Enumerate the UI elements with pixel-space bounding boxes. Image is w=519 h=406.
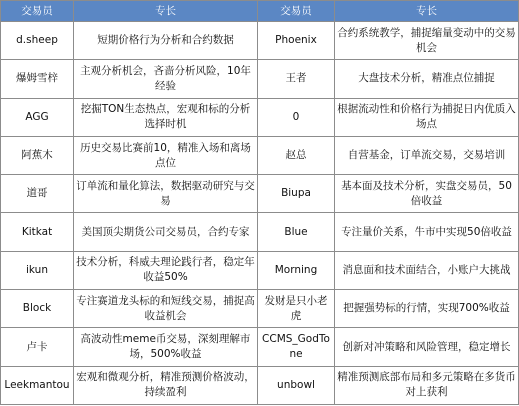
trader-name-left: 卢卡 bbox=[1, 328, 74, 366]
trader-specialty-left: 短期价格行为分析和合约数据 bbox=[74, 22, 258, 60]
trader-specialty-right: 合约系统教学，捕捉缩量变动中的交易机会 bbox=[335, 22, 519, 60]
trader-specialty-right: 自营基金，订单流交易，交易培训 bbox=[335, 136, 519, 174]
header-specialty-left: 专长 bbox=[74, 1, 258, 22]
trader-specialty-left: 高波动性meme币交易，深刻理解市场，500%收益 bbox=[74, 328, 258, 366]
trader-specialty-right: 大盘技术分析，精准点位捕捉 bbox=[335, 60, 519, 98]
trader-name-left: 爆姆雪梓 bbox=[1, 60, 74, 98]
trader-name-right: CCMS_GodTone bbox=[258, 328, 335, 366]
trader-name-left: Kitkat bbox=[1, 213, 74, 251]
table-row bbox=[1, 290, 519, 328]
trader-specialty-right: 基本面及技术分析，实盘交易员，50倍收益 bbox=[335, 175, 519, 213]
trader-specialty-right: 专注量价关系，牛市中实现50倍收益 bbox=[335, 213, 519, 251]
table-row bbox=[1, 328, 519, 366]
trader-specialty-left: 专注赛道龙头标的和短线交易，捕捉高收益机会 bbox=[74, 290, 258, 328]
header-specialty-right: 专长 bbox=[335, 1, 519, 22]
trader-specialty-right: 根据流动性和价格行为捕捉日内优质入场点 bbox=[335, 98, 519, 136]
trader-name-right: 0 bbox=[258, 98, 335, 136]
trader-name-right: 赵总 bbox=[258, 136, 335, 174]
trader-specialty-left: 历史交易比赛前10，精准入场和离场点位 bbox=[74, 136, 258, 174]
trader-specialty-left: 宏观和微观分析，精准预测价格波动，持续盈利 bbox=[74, 366, 258, 404]
trader-specialty-left: 挖掘TON生态热点，宏观和标的分析选择时机 bbox=[74, 98, 258, 136]
trader-name-right: 发财是只小老虎 bbox=[258, 290, 335, 328]
trader-name-right: Biupa bbox=[258, 175, 335, 213]
table-row bbox=[1, 98, 519, 136]
trader-specialty-left: 订单流和量化算法，数据驱动研究与交易 bbox=[74, 175, 258, 213]
table-row bbox=[1, 366, 519, 404]
trader-name-left: d.sheep bbox=[1, 22, 74, 60]
trader-name-right: Phoenix bbox=[258, 22, 335, 60]
table-row bbox=[1, 175, 519, 213]
table-row bbox=[1, 60, 519, 98]
table-row bbox=[1, 22, 519, 60]
trader-specialty-left: 技术分析，科威夫理论践行者，稳定年收益50% bbox=[74, 251, 258, 289]
trader-name-left: Block bbox=[1, 290, 74, 328]
trader-specialty-right: 消息面和技术面结合，小账户大挑战 bbox=[335, 251, 519, 289]
trader-specialty-right: 创新对冲策略和风险管理，稳定增长 bbox=[335, 328, 519, 366]
table-row bbox=[1, 136, 519, 174]
trader-name-left: 阿蕉木 bbox=[1, 136, 74, 174]
trader-name-left: ikun bbox=[1, 251, 74, 289]
trader-name-left: Leekmantou bbox=[1, 366, 74, 404]
trader-name-right: Morning bbox=[258, 251, 335, 289]
trader-name-right: Blue bbox=[258, 213, 335, 251]
trader-specialty-right: 精准预测底部布局和多元策略在多货币对上获利 bbox=[335, 366, 519, 404]
trader-specialty-left: 美国顶尖期货公司交易员，合约专家 bbox=[74, 213, 258, 251]
trader-name-right: unbowl bbox=[258, 366, 335, 404]
header-trader-left: 交易员 bbox=[1, 1, 74, 22]
trader-specialty-right: 把握强势标的行情，实现700%收益 bbox=[335, 290, 519, 328]
table-row bbox=[1, 213, 519, 251]
trader-name-left: AGG bbox=[1, 98, 74, 136]
header-row bbox=[1, 1, 519, 22]
table-row bbox=[1, 251, 519, 289]
header-trader-right: 交易员 bbox=[258, 1, 335, 22]
trader-name-right: 王者 bbox=[258, 60, 335, 98]
trader-name-left: 道哥 bbox=[1, 175, 74, 213]
trader-specialty-left: 主观分析机会，吝啬分析风险，10年经验 bbox=[74, 60, 258, 98]
